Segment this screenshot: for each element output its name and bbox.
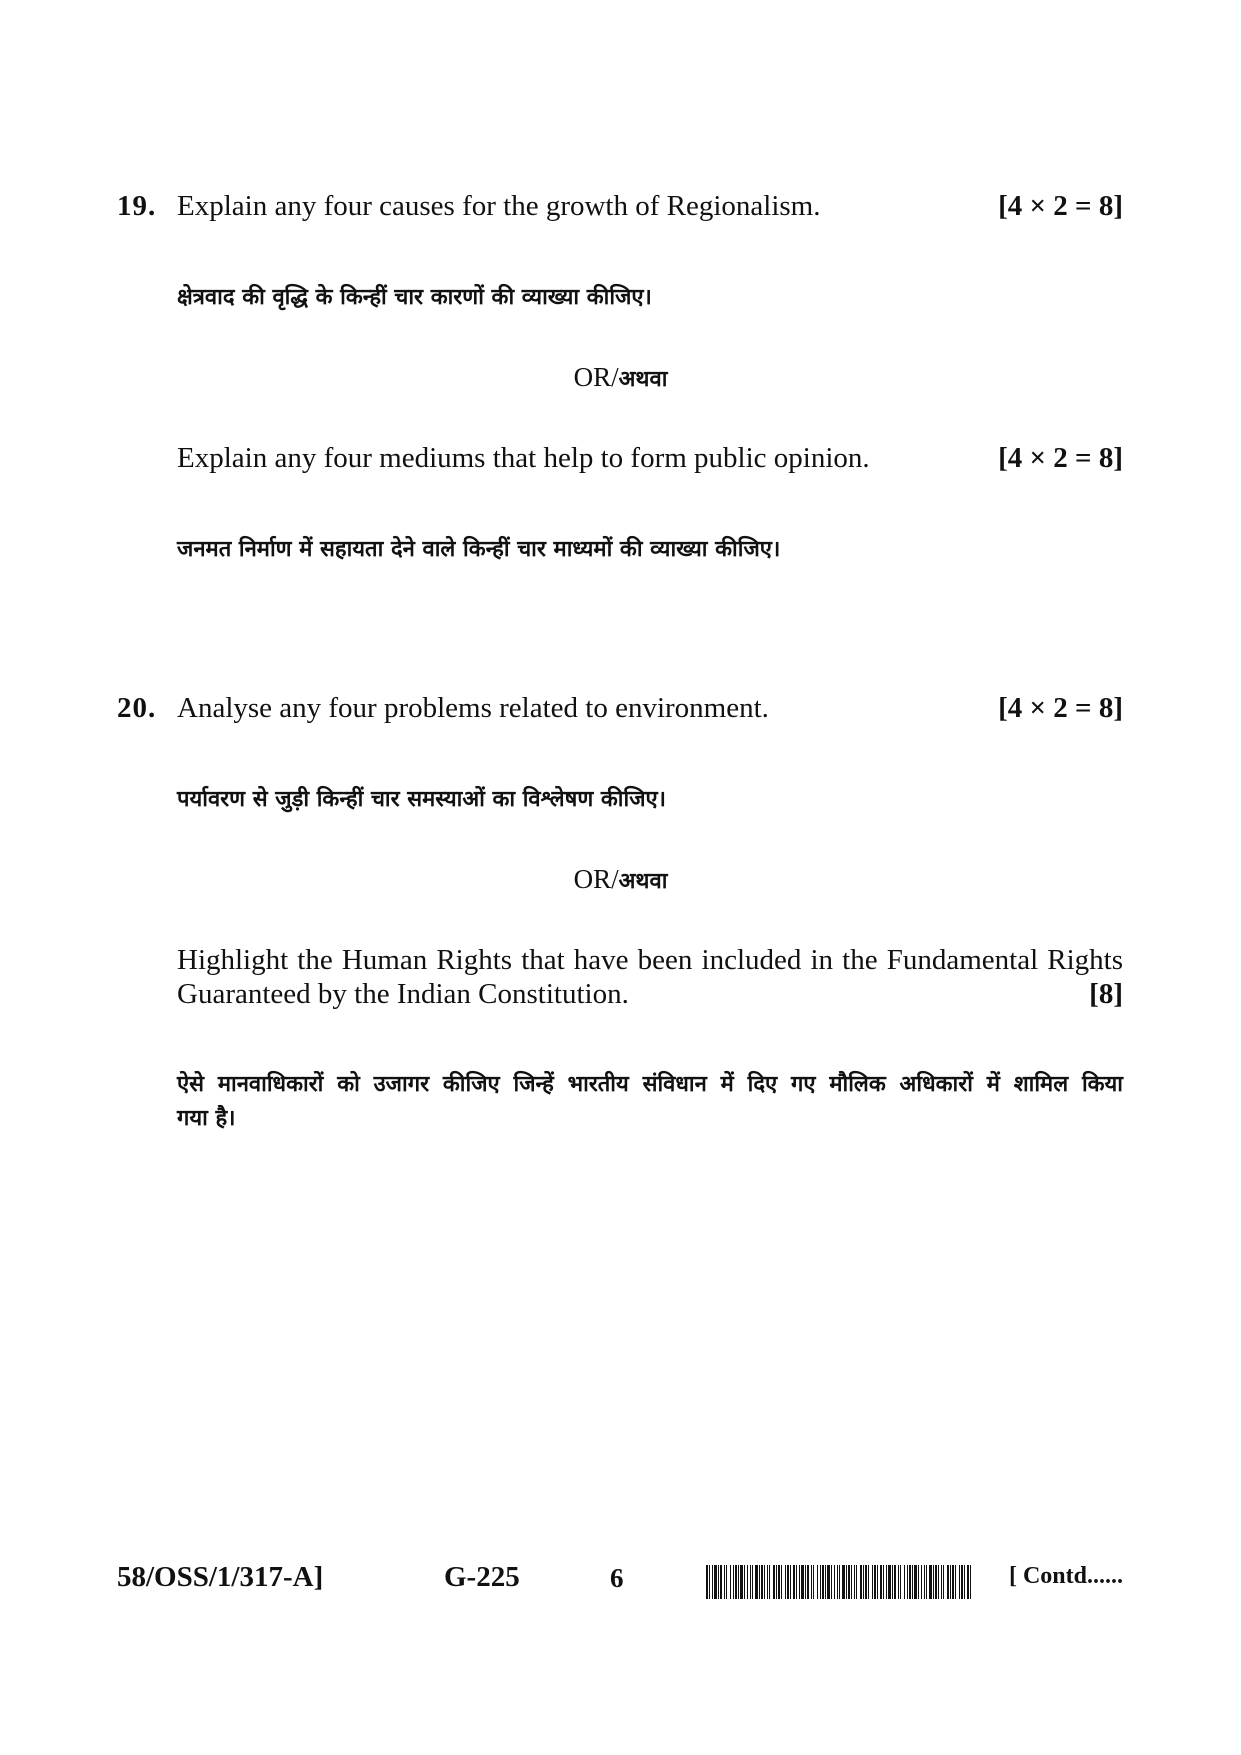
question-20-or-divider [0,864,1241,895]
series-code: G-225 [444,1561,520,1593]
question-19-number: 19. [117,190,157,222]
question-19-alt-text: Explain any four mediums that help to form public opinion. [177,442,870,474]
question-20-hindi: पर्यावरण से जुड़ी किन्हीं चार समस्याओं का विश्लेषण कीजिए। [177,787,667,812]
question-19-or-divider [0,362,1241,393]
question-20-alt-marks: [8] [1089,978,1123,1010]
question-20-alt-hindi-line2: गया है। [177,1106,236,1131]
question-20-alt-text-line2: Guaranteed by the Indian Constitution. [177,978,629,1010]
barcode [706,1565,973,1599]
question-19-alt-marks: [4 × 2 = 8] [998,442,1123,474]
question-19-marks: [4 × 2 = 8] [998,190,1123,222]
or-english: OR/ [573,864,619,894]
continued-label: [ Contd...... [1008,1563,1123,1589]
question-20-text: Analyse any four problems related to environment. [177,692,769,724]
question-19-alt-hindi: जनमत निर्माण में सहायता देने वाले किन्हीं चार माध्यमों की व्याख्या कीजिए। [177,537,781,562]
question-20-number: 20. [117,692,157,724]
question-20-alt-hindi-line1: ऐसे मानवाधिकारों को उजागर कीजिए जिन्हें भारतीय संविधान में दिए गए मौलिक अधिकारों में शामिल किया [177,1072,1123,1097]
question-20-alt-text-line1: Highlight the Human Rights that have been included in the Fundamental Rights [177,944,1123,976]
page-number: 6 [610,1563,624,1593]
or-hindi: अथवा [618,869,668,894]
paper-code: 58/OSS/1/317-A] [117,1561,324,1593]
question-19-text: Explain any four causes for the growth of Regionalism. [177,190,821,222]
question-20-marks: [4 × 2 = 8] [998,692,1123,724]
or-hindi: अथवा [618,367,668,392]
or-english: OR/ [573,362,619,392]
question-19-hindi: क्षेत्रवाद की वृद्धि के किन्हीं चार कारणों की व्याख्या कीजिए। [177,285,652,310]
